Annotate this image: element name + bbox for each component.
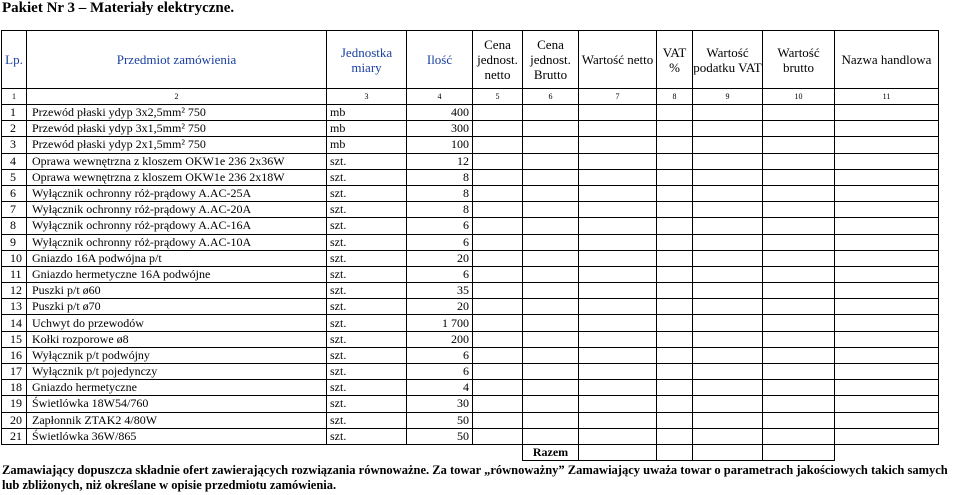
row-empty-cell: [579, 412, 657, 428]
total-spacer: [2, 444, 523, 460]
table-row: [2, 218, 939, 234]
row-lp: 20: [2, 412, 27, 428]
row-empty-cell: [835, 105, 939, 121]
row-empty-cell: [693, 218, 763, 234]
row-item: Wyłącznik p/t pojedynczy: [27, 364, 327, 380]
row-empty-cell: [579, 364, 657, 380]
column-number: 11: [835, 89, 939, 105]
table-row: [2, 250, 939, 266]
row-empty-cell: [657, 428, 693, 444]
row-empty-cell: [523, 396, 579, 412]
column-number: 7: [579, 89, 657, 105]
row-empty-cell: [523, 105, 579, 121]
row-unit: szt.: [327, 331, 407, 347]
row-qty: 6: [407, 347, 473, 363]
row-empty-cell: [763, 299, 835, 315]
row-qty: 6: [407, 234, 473, 250]
row-empty-cell: [579, 105, 657, 121]
row-item: Kołki rozporowe ø8: [27, 331, 327, 347]
header-net-value: Wartość netto: [579, 31, 657, 89]
row-empty-cell: [657, 299, 693, 315]
row-empty-cell: [693, 153, 763, 169]
row-empty-cell: [693, 202, 763, 218]
row-unit: szt.: [327, 202, 407, 218]
row-qty: 6: [407, 364, 473, 380]
row-empty-cell: [835, 364, 939, 380]
row-item: Wyłącznik ochronny róż-prądowy A.AC-16A: [27, 218, 327, 234]
row-empty-cell: [473, 364, 523, 380]
column-number: 1: [2, 89, 27, 105]
row-empty-cell: [523, 234, 579, 250]
row-empty-cell: [835, 380, 939, 396]
row-empty-cell: [693, 364, 763, 380]
column-number: 5: [473, 89, 523, 105]
row-empty-cell: [579, 137, 657, 153]
row-empty-cell: [523, 202, 579, 218]
header-trade-name: Nazwa handlowa: [835, 31, 939, 89]
row-lp: 16: [2, 347, 27, 363]
row-unit: mb: [327, 105, 407, 121]
row-empty-cell: [693, 105, 763, 121]
total-empty-cell: [657, 444, 693, 460]
row-lp: 7: [2, 202, 27, 218]
row-empty-cell: [835, 185, 939, 201]
row-empty-cell: [579, 169, 657, 185]
row-lp: 9: [2, 234, 27, 250]
row-empty-cell: [835, 266, 939, 282]
row-empty-cell: [693, 315, 763, 331]
row-empty-cell: [657, 218, 693, 234]
row-empty-cell: [657, 105, 693, 121]
row-empty-cell: [579, 380, 657, 396]
header-vat-value: Wartość podatku VAT: [693, 31, 763, 89]
table-row: [2, 412, 939, 428]
row-qty: 1 700: [407, 315, 473, 331]
row-item: Zapłonnik ZTAK2 4/80W: [27, 412, 327, 428]
row-empty-cell: [579, 218, 657, 234]
row-empty-cell: [835, 396, 939, 412]
row-empty-cell: [835, 299, 939, 315]
row-qty: 400: [407, 105, 473, 121]
column-number: 4: [407, 89, 473, 105]
row-unit: szt.: [327, 380, 407, 396]
row-empty-cell: [523, 364, 579, 380]
row-qty: 20: [407, 250, 473, 266]
total-empty-cell: [693, 444, 763, 460]
row-unit: mb: [327, 121, 407, 137]
row-empty-cell: [657, 121, 693, 137]
row-qty: 4: [407, 380, 473, 396]
row-lp: 15: [2, 331, 27, 347]
row-lp: 6: [2, 185, 27, 201]
row-empty-cell: [523, 137, 579, 153]
row-empty-cell: [657, 169, 693, 185]
row-empty-cell: [693, 331, 763, 347]
total-label: Razem: [523, 444, 579, 460]
row-empty-cell: [657, 137, 693, 153]
row-empty-cell: [835, 283, 939, 299]
row-empty-cell: [579, 283, 657, 299]
row-empty-cell: [763, 250, 835, 266]
row-lp: 12: [2, 283, 27, 299]
row-empty-cell: [579, 347, 657, 363]
row-item: Uchwyt do przewodów: [27, 315, 327, 331]
header-unit-gross-price: Cena jednost. Brutto: [523, 31, 579, 89]
row-item: Gniazdo hermetyczne: [27, 380, 327, 396]
row-unit: szt.: [327, 266, 407, 282]
row-unit: szt.: [327, 364, 407, 380]
row-unit: szt.: [327, 169, 407, 185]
row-empty-cell: [763, 364, 835, 380]
table-row: [2, 299, 939, 315]
row-qty: 12: [407, 153, 473, 169]
row-empty-cell: [693, 299, 763, 315]
row-empty-cell: [763, 105, 835, 121]
row-empty-cell: [657, 185, 693, 201]
row-item: Wyłącznik p/t podwójny: [27, 347, 327, 363]
row-empty-cell: [763, 331, 835, 347]
row-unit: szt.: [327, 153, 407, 169]
row-empty-cell: [835, 202, 939, 218]
row-empty-cell: [473, 169, 523, 185]
row-lp: 1: [2, 105, 27, 121]
row-empty-cell: [523, 250, 579, 266]
row-empty-cell: [835, 153, 939, 169]
row-empty-cell: [473, 412, 523, 428]
row-empty-cell: [763, 315, 835, 331]
column-number: 8: [657, 89, 693, 105]
row-item: Przewód płaski ydyp 2x1,5mm² 750: [27, 137, 327, 153]
row-empty-cell: [579, 202, 657, 218]
header-unit-net-price: Cena jednost. netto: [473, 31, 523, 89]
row-qty: 6: [407, 218, 473, 234]
row-empty-cell: [835, 315, 939, 331]
row-empty-cell: [657, 266, 693, 282]
row-empty-cell: [657, 234, 693, 250]
row-qty: 35: [407, 283, 473, 299]
row-empty-cell: [693, 266, 763, 282]
row-item: Przewód płaski ydyp 3x2,5mm² 750: [27, 105, 327, 121]
row-unit: szt.: [327, 283, 407, 299]
row-qty: 300: [407, 121, 473, 137]
row-item: Puszki p/t ø70: [27, 299, 327, 315]
row-empty-cell: [693, 185, 763, 201]
row-empty-cell: [763, 428, 835, 444]
row-empty-cell: [523, 185, 579, 201]
row-qty: 50: [407, 428, 473, 444]
row-empty-cell: [473, 396, 523, 412]
table-row: [2, 266, 939, 282]
header-vat-rate: VAT %: [657, 31, 693, 89]
row-empty-cell: [693, 396, 763, 412]
row-qty: 30: [407, 396, 473, 412]
row-item: Oprawa wewnętrzna z kloszem OKW1e 236 2x36W: [27, 153, 327, 169]
column-number: 3: [327, 89, 407, 105]
row-empty-cell: [523, 299, 579, 315]
row-empty-cell: [693, 250, 763, 266]
row-empty-cell: [579, 234, 657, 250]
row-lp: 18: [2, 380, 27, 396]
row-qty: 50: [407, 412, 473, 428]
table-row: [2, 331, 939, 347]
equivalence-note: Zamawiający dopuszcza składnie ofert zawierających rozwiązania równoważne. Za towar „równoważny” Zamawiający uważa towar o parametrach jakościowych takich samych lub zbliżonych, niż określane w opisie przedmiotu zamówienia.: [2, 463, 948, 492]
row-empty-cell: [473, 234, 523, 250]
row-unit: szt.: [327, 428, 407, 444]
row-empty-cell: [523, 428, 579, 444]
row-empty-cell: [523, 412, 579, 428]
column-number-row: [2, 89, 939, 105]
order-table: [1, 30, 939, 461]
row-lp: 3: [2, 137, 27, 153]
row-qty: 8: [407, 185, 473, 201]
row-empty-cell: [579, 185, 657, 201]
row-empty-cell: [523, 283, 579, 299]
row-empty-cell: [657, 364, 693, 380]
row-empty-cell: [763, 153, 835, 169]
row-empty-cell: [523, 347, 579, 363]
total-row: [2, 444, 939, 460]
row-lp: 14: [2, 315, 27, 331]
row-empty-cell: [763, 234, 835, 250]
row-qty: 6: [407, 266, 473, 282]
row-empty-cell: [473, 218, 523, 234]
header-unit: Jednostka miary: [327, 31, 407, 89]
row-empty-cell: [579, 396, 657, 412]
row-empty-cell: [763, 412, 835, 428]
row-unit: szt.: [327, 234, 407, 250]
row-lp: 4: [2, 153, 27, 169]
table-row: [2, 283, 939, 299]
row-unit: szt.: [327, 299, 407, 315]
row-empty-cell: [657, 315, 693, 331]
table-row: [2, 105, 939, 121]
row-empty-cell: [763, 137, 835, 153]
row-empty-cell: [579, 266, 657, 282]
row-item: Wyłącznik ochronny róż-prądowy A.AC-25A: [27, 185, 327, 201]
row-lp: 11: [2, 266, 27, 282]
column-number: 2: [27, 89, 327, 105]
row-item: Świetlówka 18W54/760: [27, 396, 327, 412]
row-empty-cell: [693, 380, 763, 396]
row-empty-cell: [657, 412, 693, 428]
row-empty-cell: [835, 347, 939, 363]
row-empty-cell: [579, 153, 657, 169]
total-empty-cell: [763, 444, 835, 460]
row-empty-cell: [835, 121, 939, 137]
row-qty: 200: [407, 331, 473, 347]
table-row: [2, 347, 939, 363]
total-empty-cell: [579, 444, 657, 460]
row-empty-cell: [579, 299, 657, 315]
row-empty-cell: [473, 283, 523, 299]
row-empty-cell: [523, 266, 579, 282]
row-empty-cell: [657, 250, 693, 266]
row-unit: mb: [327, 137, 407, 153]
row-empty-cell: [579, 428, 657, 444]
row-empty-cell: [579, 250, 657, 266]
row-item: Gniazdo 16A podwójna p/t: [27, 250, 327, 266]
row-empty-cell: [763, 266, 835, 282]
row-empty-cell: [523, 218, 579, 234]
row-empty-cell: [693, 347, 763, 363]
table-row: [2, 169, 939, 185]
row-lp: 5: [2, 169, 27, 185]
row-empty-cell: [835, 250, 939, 266]
row-empty-cell: [523, 169, 579, 185]
row-empty-cell: [579, 121, 657, 137]
row-empty-cell: [657, 347, 693, 363]
row-empty-cell: [579, 315, 657, 331]
row-empty-cell: [835, 412, 939, 428]
row-empty-cell: [763, 347, 835, 363]
row-empty-cell: [473, 202, 523, 218]
row-empty-cell: [693, 121, 763, 137]
row-empty-cell: [523, 121, 579, 137]
row-empty-cell: [763, 169, 835, 185]
row-qty: 20: [407, 299, 473, 315]
row-empty-cell: [763, 396, 835, 412]
row-empty-cell: [693, 234, 763, 250]
row-unit: szt.: [327, 412, 407, 428]
row-empty-cell: [835, 169, 939, 185]
row-lp: 2: [2, 121, 27, 137]
row-empty-cell: [473, 315, 523, 331]
row-empty-cell: [835, 137, 939, 153]
row-lp: 17: [2, 364, 27, 380]
total-empty-cell: [835, 444, 939, 460]
header-gross-value: Wartość brutto: [763, 31, 835, 89]
row-item: Wyłącznik ochronny róż-prądowy A.AC-20A: [27, 202, 327, 218]
row-empty-cell: [835, 218, 939, 234]
row-qty: 8: [407, 169, 473, 185]
header-item: Przedmiot zamówienia: [27, 31, 327, 89]
document-title: Pakiet Nr 3 – Materiały elektryczne.: [2, 0, 235, 16]
row-empty-cell: [763, 121, 835, 137]
table-row: [2, 315, 939, 331]
row-empty-cell: [693, 412, 763, 428]
row-empty-cell: [579, 331, 657, 347]
row-empty-cell: [693, 283, 763, 299]
header-lp: Lp.: [2, 31, 27, 89]
table-row: [2, 137, 939, 153]
row-unit: szt.: [327, 250, 407, 266]
header-row: [2, 31, 939, 89]
row-empty-cell: [473, 331, 523, 347]
row-unit: szt.: [327, 185, 407, 201]
row-empty-cell: [523, 380, 579, 396]
row-empty-cell: [693, 169, 763, 185]
table-row: [2, 380, 939, 396]
row-unit: szt.: [327, 347, 407, 363]
table-row: [2, 396, 939, 412]
table-row: [2, 121, 939, 137]
row-empty-cell: [523, 153, 579, 169]
row-empty-cell: [693, 428, 763, 444]
column-number: 10: [763, 89, 835, 105]
table-row: [2, 428, 939, 444]
row-empty-cell: [657, 331, 693, 347]
row-empty-cell: [835, 234, 939, 250]
row-empty-cell: [657, 202, 693, 218]
row-lp: 8: [2, 218, 27, 234]
row-empty-cell: [763, 283, 835, 299]
row-lp: 19: [2, 396, 27, 412]
row-empty-cell: [523, 315, 579, 331]
row-empty-cell: [657, 153, 693, 169]
row-item: Przewód płaski ydyp 3x1,5mm² 750: [27, 121, 327, 137]
row-empty-cell: [473, 105, 523, 121]
row-lp: 13: [2, 299, 27, 315]
row-empty-cell: [693, 137, 763, 153]
row-empty-cell: [473, 250, 523, 266]
row-empty-cell: [473, 266, 523, 282]
row-qty: 100: [407, 137, 473, 153]
row-empty-cell: [657, 283, 693, 299]
row-empty-cell: [473, 185, 523, 201]
row-unit: szt.: [327, 218, 407, 234]
row-lp: 10: [2, 250, 27, 266]
row-item: Gniazdo hermetyczne 16A podwójne: [27, 266, 327, 282]
row-empty-cell: [473, 137, 523, 153]
table-row: [2, 364, 939, 380]
row-item: Oprawa wewnętrzna z kloszem OKW1e 236 2x18W: [27, 169, 327, 185]
header-qty: Ilość: [407, 31, 473, 89]
row-empty-cell: [473, 428, 523, 444]
row-unit: szt.: [327, 315, 407, 331]
table-row: [2, 234, 939, 250]
row-qty: 8: [407, 202, 473, 218]
row-empty-cell: [763, 380, 835, 396]
row-item: Puszki p/t ø60: [27, 283, 327, 299]
table-row: [2, 202, 939, 218]
row-empty-cell: [657, 380, 693, 396]
row-empty-cell: [473, 380, 523, 396]
column-number: 6: [523, 89, 579, 105]
row-empty-cell: [835, 331, 939, 347]
row-lp: 21: [2, 428, 27, 444]
row-empty-cell: [473, 347, 523, 363]
row-empty-cell: [473, 121, 523, 137]
row-empty-cell: [657, 396, 693, 412]
row-item: Świetlówka 36W/865: [27, 428, 327, 444]
row-empty-cell: [763, 202, 835, 218]
row-empty-cell: [473, 153, 523, 169]
row-unit: szt.: [327, 396, 407, 412]
row-empty-cell: [473, 299, 523, 315]
row-empty-cell: [763, 185, 835, 201]
row-item: Wyłącznik ochronny róż-prądowy A.AC-10A: [27, 234, 327, 250]
column-number: 9: [693, 89, 763, 105]
row-empty-cell: [523, 331, 579, 347]
table-row: [2, 153, 939, 169]
table-row: [2, 185, 939, 201]
row-empty-cell: [763, 218, 835, 234]
row-empty-cell: [835, 428, 939, 444]
